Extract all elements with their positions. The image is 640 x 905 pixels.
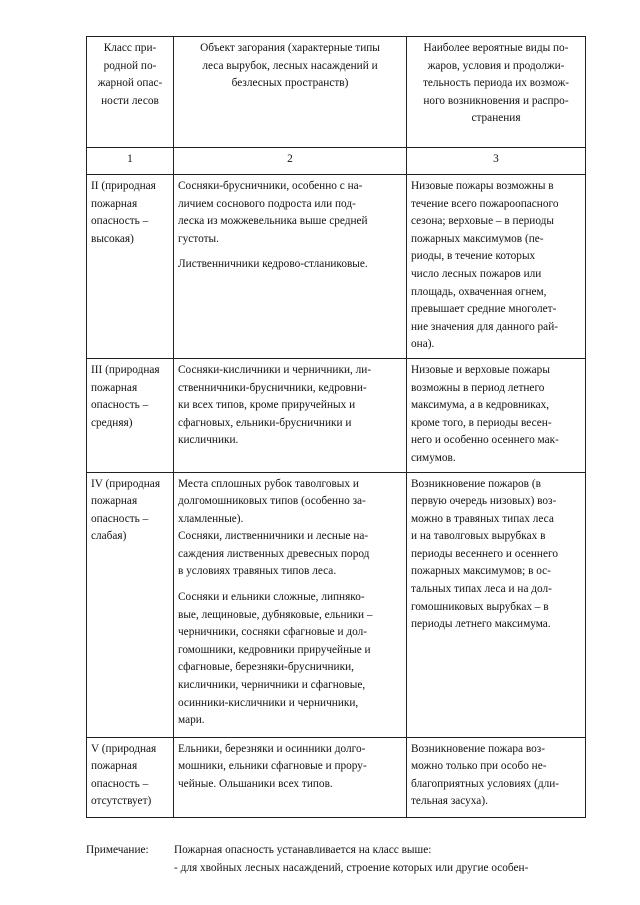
objects-cell: [174, 175, 407, 359]
objects-paragraph: Сосняки и ельники сложные, липняко- вые, лещиновые, дубняковые, ельники – черничники, сосняки сфагновые и дол- гомошники, кедровники приручейные и сфагновые, березняки-брусничники, кисличники, черничники и сфагновые, осинники-кисличники и черничники, мари.: [178, 591, 373, 727]
fires-cell: Возникновение пожаров (в первую очередь низовых) воз- можно в травяных типах леса и на таволговых вырубках в периоды весеннего и осеннего пожарных максимумов; в ос- тальных типах леса и на дол- гомошниковых вырубках – в периоды летнего максимума.: [407, 472, 586, 737]
column-number-3: 3: [407, 148, 586, 175]
objects-paragraph: Ельники, березняки и осинники долго- мошники, ельники сфагновые и прору- чейные. Ольшаники всех типов.: [178, 742, 367, 790]
fires-cell: Низовые пожары возможны в течение всего пожароопасного сезона; верховые – в периоды пожарных максимумов (пе- риоды, в течение которых число лесных пожаров или площадь, охваченная огнем, превышает средние многолет- ние значения для данного рай- она).: [407, 175, 586, 359]
header-fire-types: Наиболее вероятные виды по- жаров, условия и продолжи- тельность периода их возмож- ного возникновения и распро- странения: [407, 37, 586, 148]
fires-cell: Возникновение пожара воз- можно только при особо не- благоприятных условиях (дли- тельная засуха).: [407, 737, 586, 817]
objects-paragraph: Места сплошных рубок таволговых и долгомошниковых типов (особенно за- хламленные). Сосняки, лиственничники и лесные на- саждения лиственных древесных пород в условиях травяных типов леса.: [178, 477, 370, 578]
note-text: [174, 842, 528, 877]
note-label: Примечание:: [86, 844, 149, 856]
fires-cell: Низовые и верховые пожары возможны в период летнего максимума, а в кедровниках, кроме того, в периоды весен- него и особенно осеннего мак- симумов.: [407, 358, 586, 472]
column-number-1: 1: [87, 148, 174, 175]
header-class: Класс при- родной по- жарной опас- ности лесов: [87, 37, 174, 148]
class-cell: II (природная пожарная опасность – высокая): [87, 175, 174, 359]
column-number-2: 2: [174, 148, 407, 175]
fire-danger-table: [86, 36, 586, 818]
table-row: [87, 472, 586, 737]
note-line-1: Пожарная опасность устанавливается на класс выше:: [174, 844, 432, 856]
objects-cell: [174, 737, 407, 817]
note-line-2: - для хвойных лесных насаждений, строение которых или другие особен-: [174, 861, 529, 874]
objects-paragraph: Сосняки-брусничники, особенно с на- личием соснового подроста или под- леска из можжевельника выше средней густоты.: [178, 180, 368, 245]
table-header-row: [87, 37, 586, 148]
header-object: Объект загорания (характерные типы леса вырубок, лесных насаждений и безлесных пространств): [174, 37, 407, 148]
table-row: [87, 358, 586, 472]
class-cell: V (природная пожарная опасность – отсутствует): [87, 737, 174, 817]
column-number-row: [87, 148, 586, 175]
class-cell: III (природная пожарная опасность – средняя): [87, 358, 174, 472]
table-row: [87, 175, 586, 359]
table-row: [87, 737, 586, 817]
objects-cell: [174, 358, 407, 472]
class-cell: IV (природная пожарная опасность – слабая): [87, 472, 174, 737]
objects-paragraph: Лиственничники кедрово-стланиковые.: [178, 258, 368, 271]
objects-paragraph: Сосняки-кисличники и черничники, ли- ственничники-брусничники, кедровни- ки всех типов, кроме приручейных и сфагновых, ельники-брусничники и кисличники.: [178, 363, 372, 447]
objects-cell: [174, 472, 407, 737]
